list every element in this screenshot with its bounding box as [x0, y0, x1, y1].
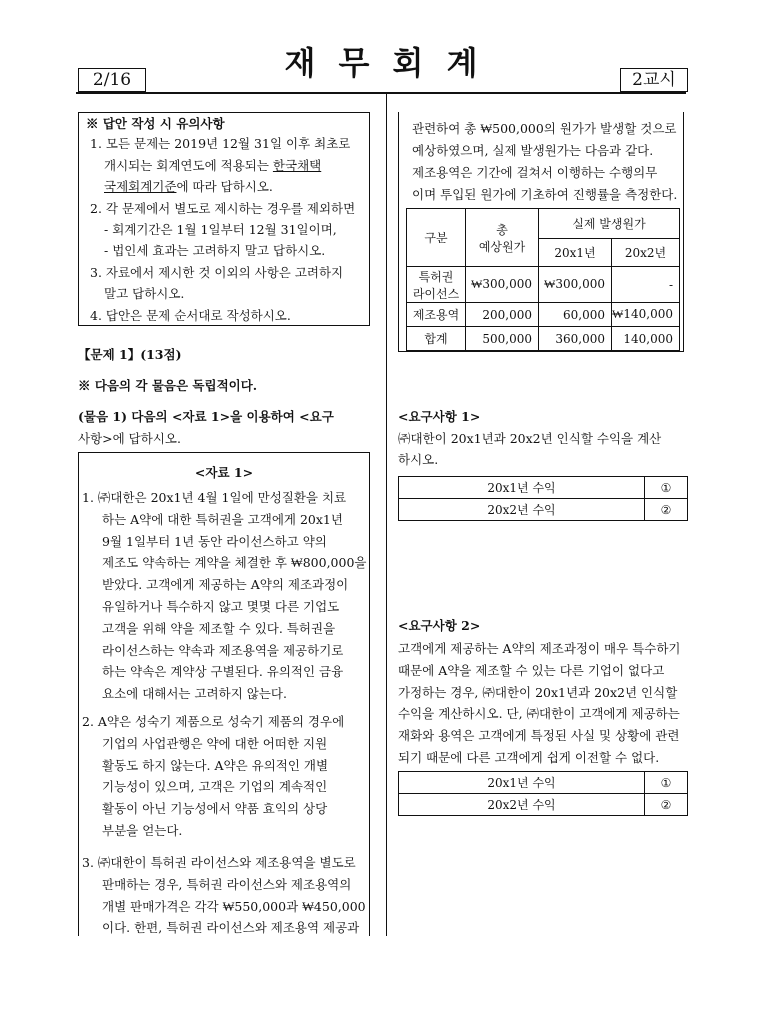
paragraph-line: 이다. 한편, 특허권 라이선스와 제조용역 제공과 [102, 920, 360, 936]
table-cell: 140,000 [612, 327, 680, 351]
table-row [407, 327, 680, 351]
paragraph-line: 하는 약속은 계약상 구별된다. 유의적인 금융 [102, 664, 344, 680]
notice-line: 말고 답하시오. [104, 286, 185, 301]
paragraph-line: 하는 A약에 대한 특허권을 고객에게 20x1년 [102, 511, 343, 527]
req1-title: <요구사항 1> [398, 409, 481, 424]
paragraph-line: 고객을 위해 약을 제조할 수 있다. 특허권을 [102, 620, 336, 636]
table-row [399, 477, 688, 499]
req2-title: <요구사항 2> [398, 618, 481, 633]
paragraph-line: 요소에 대해서는 고려하지 않는다. [102, 686, 287, 702]
answer-mark: ① [645, 477, 688, 499]
cost-table-header-actual: 실제 발생원가 [539, 209, 680, 239]
notice-line: 2. 각 문제에서 별도로 제시하는 경우를 제외하면 [90, 201, 356, 216]
notice-line: - 법인세 효과는 고려하지 말고 답하시오. [104, 243, 326, 258]
paragraph-line: 받았다. 고객에게 제공하는 A약의 제조과정이 [102, 577, 349, 593]
notice-line: 국제회계기준에 따라 답하시오. [104, 179, 273, 194]
paragraph-line: 수익을 계산하시오. 단, ㈜대한이 고객에게 제공하는 [398, 706, 680, 722]
problem-independent: ※ 다음의 각 물음은 독립적이다. [78, 378, 258, 393]
table-cell: ₩300,000 [466, 267, 539, 303]
notice-line: 개시되는 회계연도에 적용되는 한국채택 [104, 158, 322, 173]
page-number: 2/16 [78, 68, 146, 92]
table-cell: 제조용역 [407, 303, 466, 327]
cost-table-header-category: 구분 [407, 209, 466, 267]
paragraph-line: 활동이 아닌 기능성에서 약품 효익의 상당 [102, 801, 328, 817]
paragraph-line: 활동도 하지 않는다. A약은 유의적인 개별 [102, 757, 329, 773]
paragraph-line: 기업의 사업관행은 약에 대한 어떠한 지원 [102, 735, 328, 751]
table-cell: ₩300,000 [539, 267, 612, 303]
notice-underline: 국제회계기준 [104, 179, 177, 194]
paragraph-line: 고객에게 제공하는 A약의 제조과정이 매우 특수하기 [398, 641, 681, 656]
paragraph-line: 1. ㈜대한은 20x1년 4월 1일에 만성질환을 치료 [82, 490, 347, 505]
table-cell: ₩140,000 [612, 303, 680, 327]
cost-table-header-y2: 20x2년 [612, 239, 680, 267]
exam-title: 재 무 회 계 [284, 44, 484, 82]
answer-label: 20x1년 수익 [399, 772, 645, 794]
header-rule [76, 92, 686, 94]
problem-title: 【문제 1】(13점) [78, 347, 182, 362]
paragraph-line: 제조도 약속하는 계약을 체결한 후 ₩800,000을 [102, 555, 367, 571]
paragraph-line: 때문에 A약을 제조할 수 있는 다른 기업이 없다고 [398, 662, 665, 678]
paragraph-line: 이며 투입된 원가에 기초하여 진행률을 측정한다. [412, 187, 678, 202]
table-cell: 합계 [407, 327, 466, 351]
notice-line: 1. 모든 문제는 2019년 12월 31일 이후 최초로 [90, 136, 351, 151]
paragraph-line: 개별 판매가격은 각각 ₩550,000과 ₩450,000 [102, 898, 366, 914]
notice-line: 4. 답안은 문제 순서대로 작성하시오. [90, 308, 291, 323]
table-row [399, 794, 688, 816]
paragraph-line: 2. A약은 성숙기 제품으로 성숙기 제품의 경우에 [82, 714, 345, 729]
paragraph-line: 되기 때문에 다른 고객에게 쉽게 이전할 수 없다. [398, 750, 660, 765]
paragraph-line: 제조용역은 기간에 걸쳐서 이행하는 수행의무 [412, 165, 658, 180]
notice-line: 3. 자료에서 제시한 것 이외의 사항은 고려하지 [90, 265, 344, 280]
req1-text: ㈜대한이 20x1년과 20x2년 인식할 수익을 계산 [398, 431, 662, 446]
column-divider [386, 94, 387, 936]
data1-heading: <자료 1> [194, 465, 254, 480]
question-1: (물음 1) 다음의 <자료 1>을 이용하여 <요구 [78, 409, 334, 424]
table-cell: 360,000 [539, 327, 612, 351]
session-label: 2교시 [620, 68, 688, 92]
paragraph-line: 라이선스하는 약속과 제조용역을 제공하기로 [102, 642, 344, 658]
question-1-cont: 사항>에 답하시오. [78, 431, 181, 446]
cost-table-header-total: 총 예상원가 [466, 209, 539, 267]
table-row [399, 772, 688, 794]
answer-label: 20x2년 수익 [399, 794, 645, 816]
paragraph-line: 유일하거나 특수하지 않고 몇몇 다른 기업도 [102, 599, 340, 614]
req2-answer-table [398, 771, 688, 816]
paragraph-line: 예상하였으며, 실제 발생원가는 다음과 같다. [412, 143, 654, 158]
paragraph-line: 3. ㈜대한이 특허권 라이선스와 제조용역을 별도로 [82, 855, 356, 870]
req1-text: 하시오. [398, 452, 439, 467]
answer-label: 20x1년 수익 [399, 477, 645, 499]
paragraph-line: 부분을 얻는다. [102, 823, 183, 838]
notice-underline: 한국채택 [272, 158, 322, 173]
notice-line: - 회계기간은 1월 1일부터 12월 31일이며, [104, 222, 337, 237]
paragraph-line: 9월 1일부터 1년 동안 라이선스하고 약의 [102, 533, 327, 549]
table-row [399, 499, 688, 521]
table-cell: 60,000 [539, 303, 612, 327]
cost-table-header-y1: 20x1년 [539, 239, 612, 267]
answer-label: 20x2년 수익 [399, 499, 645, 521]
table-cell: 200,000 [466, 303, 539, 327]
paragraph-line: 판매하는 경우, 특허권 라이선스와 제조용역의 [102, 876, 352, 892]
table-cell: - [612, 267, 680, 303]
paragraph-line: 가정하는 경우, ㈜대한이 20x1년과 20x2년 인식할 [398, 684, 678, 700]
answer-mark: ② [645, 499, 688, 521]
table-row [407, 303, 680, 327]
table-cell: 특허권 라이선스 [407, 267, 466, 303]
paragraph-line: 관련하여 총 ₩500,000의 원가가 발생할 것으로 [412, 121, 677, 136]
answer-mark: ② [645, 794, 688, 816]
notice-heading: ※ 답안 작성 시 유의사항 [86, 116, 225, 131]
table-row [407, 267, 680, 303]
paragraph-line: 재화와 용역은 고객에게 특정된 사실 및 상황에 관련 [398, 728, 680, 744]
answer-mark: ① [645, 772, 688, 794]
table-cell: 500,000 [466, 327, 539, 351]
paragraph-line: 기능성이 있으며, 고객은 기업의 계속적인 [102, 779, 328, 795]
req1-answer-table [398, 476, 688, 521]
cost-table [406, 208, 680, 351]
